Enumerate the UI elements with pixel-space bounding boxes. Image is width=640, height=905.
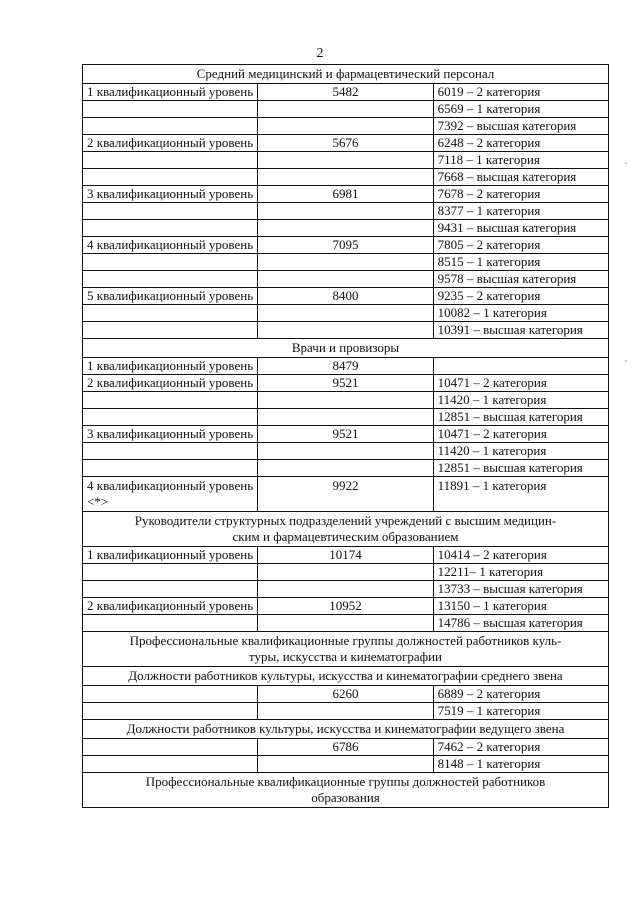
table-row (83, 254, 609, 271)
section-header-row (83, 339, 609, 358)
table-row (83, 375, 609, 392)
level-cell (83, 686, 258, 703)
level-cell (83, 101, 258, 118)
table-row (83, 392, 609, 409)
category-cell: 6889 – 2 категория (433, 686, 608, 703)
section-title-line: Профессиональные квалификационные группы должностей работников куль- (129, 633, 562, 648)
level-cell (83, 203, 258, 220)
category-cell: 6248 – 2 категория (433, 135, 608, 152)
base-salary-cell (258, 169, 433, 186)
section-header-row (83, 667, 609, 686)
base-salary-cell (258, 615, 433, 632)
base-salary-cell: 6260 (258, 686, 433, 703)
section-title (83, 632, 609, 667)
category-cell: 7462 – 2 категория (433, 739, 608, 756)
table-row (83, 547, 609, 564)
category-cell: 9431 – высшая категория (433, 220, 608, 237)
category-cell: 9578 – высшая категория (433, 271, 608, 288)
base-salary-cell (258, 443, 433, 460)
base-salary-cell: 6981 (258, 186, 433, 203)
base-salary-cell (258, 305, 433, 322)
level-cell (83, 392, 258, 409)
level-cell (83, 477, 258, 512)
category-cell: 7805 – 2 категория (433, 237, 608, 254)
level-cell: 1 квалификационный уровень (83, 84, 258, 101)
category-cell: 14786 – высшая категория (433, 615, 608, 632)
table-row (83, 84, 609, 101)
table-row (83, 186, 609, 203)
base-salary-cell (258, 152, 433, 169)
category-cell: 11420 – 1 категория (433, 392, 608, 409)
level-cell (83, 756, 258, 773)
category-cell: 6019 – 2 категория (433, 84, 608, 101)
base-salary-cell: 9922 (258, 477, 433, 512)
category-cell: 12211– 1 категория (433, 564, 608, 581)
base-salary-cell (258, 581, 433, 598)
table-row (83, 305, 609, 322)
category-cell: 7392 – высшая категория (433, 118, 608, 135)
section-title: Средний медицинский и фармацевтический персонал (83, 65, 609, 84)
category-cell: 6569 – 1 категория (433, 101, 608, 118)
level-cell (83, 443, 258, 460)
table-row (83, 288, 609, 305)
base-salary-cell: 7095 (258, 237, 433, 254)
salary-table (82, 64, 609, 808)
table-row (83, 152, 609, 169)
table-row (83, 477, 609, 512)
level-cell (83, 305, 258, 322)
section-header-row (83, 65, 609, 84)
level-cell (83, 460, 258, 477)
base-salary-cell: 8479 (258, 358, 433, 375)
table-row (83, 271, 609, 288)
level-cell: 5 квалификационный уровень (83, 288, 258, 305)
category-cell: 10471 – 2 категория (433, 375, 608, 392)
level-cell (83, 118, 258, 135)
category-cell: 9235 – 2 категория (433, 288, 608, 305)
level-cell (83, 220, 258, 237)
section-header-row (83, 720, 609, 739)
base-salary-cell (258, 118, 433, 135)
table-row (83, 598, 609, 615)
base-salary-cell (258, 460, 433, 477)
level-cell (83, 409, 258, 426)
level-cell: 3 квалификационный уровень (83, 186, 258, 203)
category-cell: 10471 – 2 категория (433, 426, 608, 443)
base-salary-cell (258, 203, 433, 220)
table-row (83, 409, 609, 426)
table-row (83, 358, 609, 375)
category-cell: 12851 – высшая категория (433, 409, 608, 426)
level-cell (83, 581, 258, 598)
category-cell: 13733 – высшая категория (433, 581, 608, 598)
table-row (83, 135, 609, 152)
base-salary-cell (258, 220, 433, 237)
section-title-line: Профессиональные квалификационные группы должностей работников (145, 774, 546, 789)
category-cell (433, 358, 608, 375)
level-cell: 2 квалификационный уровень (83, 135, 258, 152)
section-title-line: образования (311, 790, 380, 805)
table-row (83, 564, 609, 581)
table-row (83, 756, 609, 773)
level-cell (83, 271, 258, 288)
base-salary-cell (258, 756, 433, 773)
base-salary-cell: 8400 (258, 288, 433, 305)
category-cell: 7118 – 1 категория (433, 152, 608, 169)
category-cell: 7519 – 1 категория (433, 703, 608, 720)
category-cell: 8515 – 1 категория (433, 254, 608, 271)
level-cell (83, 254, 258, 271)
category-cell: 10391 – высшая категория (433, 322, 608, 339)
section-title: Врачи и провизоры (83, 339, 609, 358)
category-cell: 10414 – 2 категория (433, 547, 608, 564)
category-cell: 11891 – 1 категория (433, 477, 608, 512)
base-salary-cell: 6786 (258, 739, 433, 756)
category-cell: 12851 – высшая категория (433, 460, 608, 477)
level-cell (83, 739, 258, 756)
section-header-row (83, 512, 609, 547)
base-salary-cell: 9521 (258, 375, 433, 392)
base-salary-cell (258, 392, 433, 409)
level-cell: 1 квалификационный уровень (83, 547, 258, 564)
base-salary-cell (258, 254, 433, 271)
category-cell: 10082 – 1 категория (433, 305, 608, 322)
level-cell (83, 169, 258, 186)
level-cell: 1 квалификационный уровень (83, 358, 258, 375)
table-row (83, 220, 609, 237)
level-cell: 3 квалификационный уровень (83, 426, 258, 443)
page-number: 2 (316, 46, 324, 61)
scan-mark: - (624, 356, 628, 367)
category-cell: 8148 – 1 категория (433, 756, 608, 773)
base-salary-cell (258, 409, 433, 426)
table-row (83, 443, 609, 460)
level-cell: 2 квалификационный уровень (83, 598, 258, 615)
table-row (83, 101, 609, 118)
base-salary-cell (258, 322, 433, 339)
base-salary-cell: 9521 (258, 426, 433, 443)
scan-mark: - (624, 158, 628, 169)
base-salary-cell: 10952 (258, 598, 433, 615)
level-cell (83, 322, 258, 339)
level-cell: 2 квалификационный уровень (83, 375, 258, 392)
section-title-line: туры, искусства и кинематографии (248, 649, 443, 664)
category-cell: 13150 – 1 категория (433, 598, 608, 615)
table-row (83, 169, 609, 186)
table-row (83, 203, 609, 220)
section-title-line: ским и фармацевтическим образованием (232, 529, 459, 544)
table-row (83, 703, 609, 720)
table-row (83, 615, 609, 632)
table-row (83, 426, 609, 443)
base-salary-cell (258, 101, 433, 118)
table-row (83, 322, 609, 339)
table-row (83, 581, 609, 598)
section-title (83, 773, 609, 808)
base-salary-cell (258, 271, 433, 288)
base-salary-cell (258, 703, 433, 720)
base-salary-cell: 5482 (258, 84, 433, 101)
category-cell: 11420 – 1 категория (433, 443, 608, 460)
section-header-row (83, 632, 609, 667)
section-title (83, 512, 609, 547)
level-text: 4 квалификационный уровень (87, 478, 254, 493)
category-cell: 7678 – 2 категория (433, 186, 608, 203)
level-cell (83, 564, 258, 581)
level-cell (83, 615, 258, 632)
level-cell (83, 703, 258, 720)
category-cell: 7668 – высшая категория (433, 169, 608, 186)
base-salary-cell: 10174 (258, 547, 433, 564)
level-cell: 4 квалификационный уровень (83, 237, 258, 254)
section-header-row (83, 773, 609, 808)
category-cell: 8377 – 1 категория (433, 203, 608, 220)
base-salary-cell (258, 564, 433, 581)
table-row (83, 118, 609, 135)
table-row (83, 237, 609, 254)
section-title: Должности работников культуры, искусства и кинематографии ведущего звена (83, 720, 609, 739)
table-row (83, 686, 609, 703)
section-title-line: Руководители структурных подразделений учреждений с высшим медицин- (134, 513, 557, 528)
level-cell (83, 152, 258, 169)
table-row (83, 739, 609, 756)
base-salary-cell: 5676 (258, 135, 433, 152)
table-row (83, 460, 609, 477)
footnote-marker: <*> (87, 494, 109, 509)
section-title: Должности работников культуры, искусства и кинематографии среднего звена (83, 667, 609, 686)
